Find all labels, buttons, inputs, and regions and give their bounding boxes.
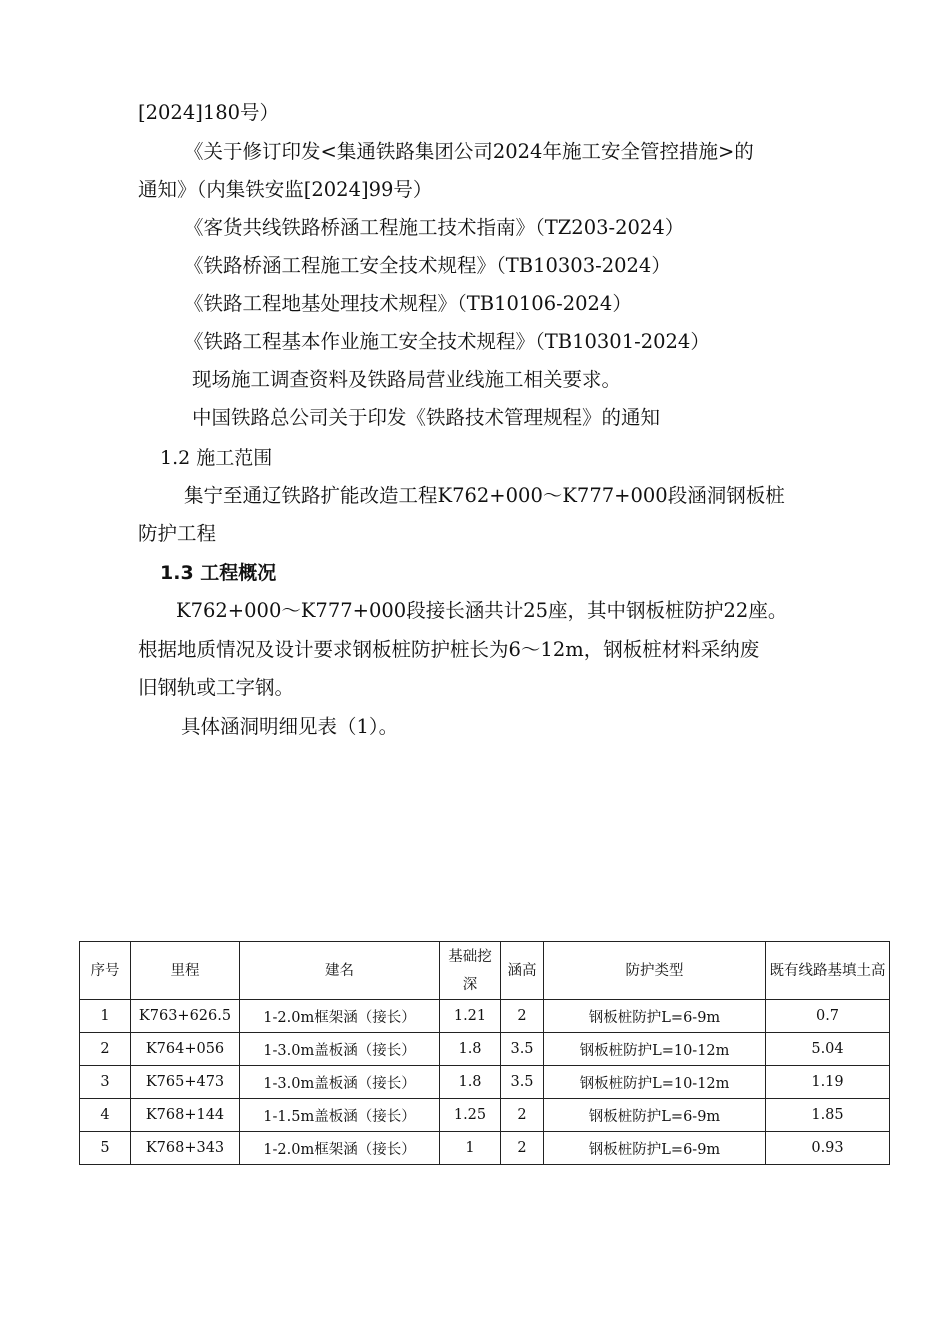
reference-site-survey: 现场施工调查资料及铁路局营业线施工相关要求。: [192, 368, 622, 391]
cell-fill-height: 0.93: [766, 1132, 890, 1165]
table-row: [80, 1000, 890, 1033]
cell-excavation-depth: 1.25: [440, 1099, 501, 1132]
header-fill-height: 既有线路基填土高: [766, 942, 890, 1000]
cell-excavation-depth: 1.8: [440, 1066, 501, 1099]
reference-tz203: 《客货共线铁路桥涵工程施工技术指南》（TZ203-2024）: [184, 216, 685, 239]
cell-excavation-depth: 1.21: [440, 1000, 501, 1033]
cell-fill-height: 1.85: [766, 1099, 890, 1132]
cell-index: 5: [80, 1132, 131, 1165]
cell-mileage: K764+056: [131, 1033, 240, 1066]
cell-mileage: K768+343: [131, 1132, 240, 1165]
scope-text-line2: 防护工程: [138, 522, 217, 545]
reference-tb10301: 《铁路工程基本作业施工安全技术规程》（TB10301-2024）: [184, 330, 710, 353]
cell-protection-type: 钢板桩防护L=6-9m: [544, 1000, 766, 1033]
cell-structure-name: 1-2.0m框架涵（接长）: [240, 1132, 440, 1165]
header-mileage: 里程: [131, 942, 240, 1000]
cell-index: 1: [80, 1000, 131, 1033]
cell-culvert-height: 2: [501, 1099, 544, 1132]
reference-tb10303: 《铁路桥涵工程施工安全技术规程》（TB10303-2024）: [184, 254, 671, 277]
cell-mileage: K763+626.5: [131, 1000, 240, 1033]
reference-safety-notice-line1: 《关于修订印发<集通铁路集团公司2024年施工安全管控措施>的: [184, 140, 754, 163]
reference-tb10106: 《铁路工程地基处理技术规程》（TB10106-2024）: [184, 292, 632, 315]
cell-culvert-height: 3.5: [501, 1066, 544, 1099]
cell-excavation-depth: 1.8: [440, 1033, 501, 1066]
cell-protection-type: 钢板桩防护L=10-12m: [544, 1033, 766, 1066]
cell-mileage: K765+473: [131, 1066, 240, 1099]
cell-fill-height: 0.7: [766, 1000, 890, 1033]
cell-protection-type: 钢板桩防护L=6-9m: [544, 1099, 766, 1132]
cell-structure-name: 1-1.5m盖板涵（接长）: [240, 1099, 440, 1132]
section-heading-overview: 1.3 工程概况: [160, 562, 277, 584]
reference-technical-rules: 中国铁路总公司关于印发《铁路技术管理规程》的通知: [192, 406, 661, 429]
table-row: [80, 1132, 890, 1165]
section-heading-scope: 1.2 施工范围: [160, 447, 273, 469]
cell-culvert-height: 2: [501, 1132, 544, 1165]
table-row: [80, 1033, 890, 1066]
table-header-row: [80, 942, 890, 1000]
reference-safety-notice-line2: 通知》（内集铁安监[2024]99号）: [138, 178, 433, 201]
reference-continuation: [2024]180号）: [138, 101, 280, 124]
cell-excavation-depth: 1: [440, 1132, 501, 1165]
cell-protection-type: 钢板桩防护L=6-9m: [544, 1132, 766, 1165]
cell-culvert-height: 3.5: [501, 1033, 544, 1066]
cell-index: 2: [80, 1033, 131, 1066]
overview-text-line2: 根据地质情况及设计要求钢板桩防护桩长为6～12m，钢板桩材料采纳废: [138, 638, 760, 661]
header-protection-type: 防护类型: [544, 942, 766, 1000]
cell-structure-name: 1-3.0m盖板涵（接长）: [240, 1033, 440, 1066]
table-row: [80, 1066, 890, 1099]
cell-mileage: K768+144: [131, 1099, 240, 1132]
cell-fill-height: 5.04: [766, 1033, 890, 1066]
cell-index: 3: [80, 1066, 131, 1099]
header-structure-name: 建名: [240, 942, 440, 1000]
cell-index: 4: [80, 1099, 131, 1132]
header-index: 序号: [80, 942, 131, 1000]
cell-fill-height: 1.19: [766, 1066, 890, 1099]
header-excavation-depth: 基础挖深: [440, 942, 501, 1000]
table-reference-text: 具体涵洞明细见表（1）。: [181, 715, 399, 738]
scope-text-line1: 集宁至通辽铁路扩能改造工程K762+000～K777+000段涵洞钢板桩: [184, 484, 785, 507]
cell-culvert-height: 2: [501, 1000, 544, 1033]
header-culvert-height: 涵高: [501, 942, 544, 1000]
cell-structure-name: 1-3.0m盖板涵（接长）: [240, 1066, 440, 1099]
overview-text-line3: 旧钢轨或工字钢。: [138, 676, 295, 699]
overview-text-line1: K762+000～K777+000段接长涵共计25座，其中钢板桩防护22座。: [176, 599, 788, 622]
culvert-detail-table: [79, 941, 890, 1165]
cell-structure-name: 1-2.0m框架涵（接长）: [240, 1000, 440, 1033]
table-row: [80, 1099, 890, 1132]
cell-protection-type: 钢板桩防护L=10-12m: [544, 1066, 766, 1099]
